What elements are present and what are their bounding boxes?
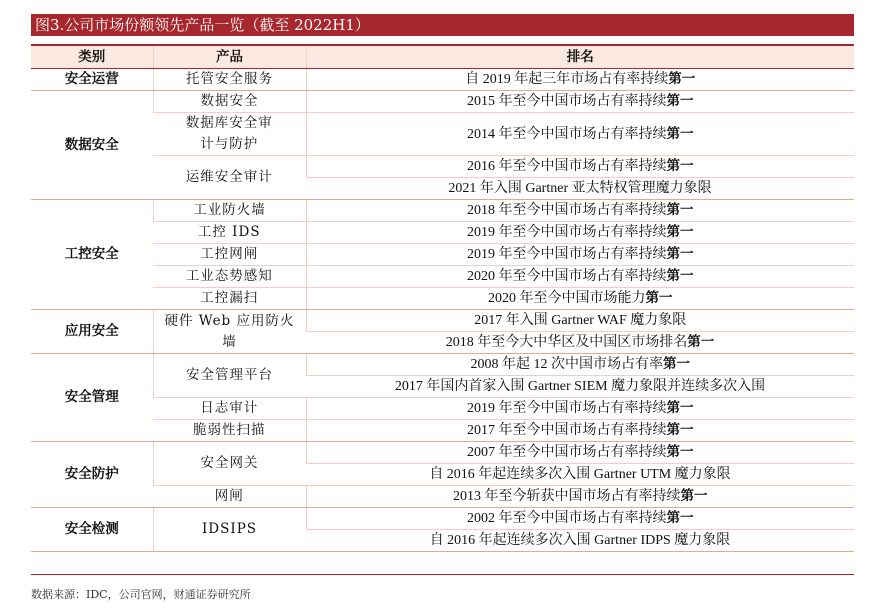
source-note: 数据来源：IDC，公司官网，财通证券研究所 <box>31 588 251 601</box>
category-cell: 安全管理 <box>31 354 153 442</box>
market-share-table <box>31 44 854 552</box>
ranking-text: 2020 年至今中国市场占有率持续 <box>467 269 667 284</box>
table-row <box>31 222 854 244</box>
bottom-rule <box>31 574 854 575</box>
product-name: 数据库安全审计与防护 <box>185 115 273 152</box>
ranking-highlight: 第一 <box>666 93 694 109</box>
ranking-cell <box>306 310 854 332</box>
product-cell <box>153 486 306 508</box>
ranking-cell <box>306 156 854 178</box>
ranking-text: 自 2016 年起连续多次入围 Gartner IDPS 魔力象限 <box>429 533 731 548</box>
product-cell <box>153 442 306 486</box>
ranking-text: 2008 年起 12 次中国市场占有率 <box>470 357 663 372</box>
header-ranking: 排名 <box>306 45 854 69</box>
ranking-cell <box>306 266 854 288</box>
product-name: 数据安全 <box>200 93 259 109</box>
category-cell: 工控安全 <box>31 200 153 310</box>
ranking-text: 2017 年国内首家入围 Gartner SIEM 魔力象限并连续多次入围 <box>394 379 766 394</box>
ranking-cell <box>306 91 854 113</box>
ranking-text: 2020 年至今中国市场能力 <box>488 291 646 306</box>
table-row <box>31 288 854 310</box>
ranking-highlight: 第一 <box>666 444 694 460</box>
product-cell <box>153 508 306 552</box>
product-cell <box>153 156 306 200</box>
table-row <box>31 266 854 288</box>
product-cell <box>153 113 306 156</box>
ranking-cell <box>306 69 854 91</box>
ranking-cell <box>306 332 854 354</box>
ranking-cell <box>306 222 854 244</box>
ranking-text: 2014 年至今中国市场占有率持续 <box>467 126 667 142</box>
product-name: 工业防火墙 <box>193 202 266 218</box>
table-row <box>31 442 854 464</box>
product-name: 运维安全审计 <box>185 169 273 185</box>
table-row <box>31 200 854 222</box>
product-name: IDSIPS <box>201 521 258 537</box>
ranking-text: 2019 年至今中国市场占有率持续 <box>467 225 667 240</box>
table-row <box>31 113 854 156</box>
ranking-text: 2021 年入围 Gartner 亚太特权管理魔力象限 <box>448 181 712 196</box>
ranking-text: 2007 年至今中国市场占有率持续 <box>467 445 667 460</box>
ranking-text: 2017 年入围 Gartner WAF 魔力象限 <box>474 313 687 328</box>
ranking-cell <box>306 354 854 376</box>
header-category: 类别 <box>31 45 153 69</box>
ranking-highlight: 第一 <box>666 246 694 262</box>
ranking-text: 自 2019 年起三年市场占有率持续 <box>465 72 669 87</box>
ranking-text: 2017 年至今中国市场占有率持续 <box>467 423 667 438</box>
ranking-text: 2016 年至今中国市场占有率持续 <box>467 159 667 174</box>
category-cell: 应用安全 <box>31 310 153 354</box>
product-cell <box>153 244 306 266</box>
ranking-highlight: 第一 <box>680 488 708 504</box>
ranking-text: 2002 年至今中国市场占有率持续 <box>467 511 667 526</box>
product-name: 安全管理平台 <box>186 367 273 383</box>
product-cell <box>153 222 306 244</box>
ranking-text: 2013 年至今斩获中国市场占有率持续 <box>453 489 681 504</box>
ranking-cell <box>306 398 854 420</box>
ranking-highlight: 第一 <box>666 400 694 416</box>
ranking-cell <box>306 376 854 398</box>
ranking-highlight: 第一 <box>663 356 690 372</box>
product-cell <box>153 288 306 310</box>
ranking-cell <box>306 508 854 530</box>
ranking-text: 2018 年至今中国市场占有率持续 <box>467 203 667 218</box>
ranking-highlight: 第一 <box>666 125 694 142</box>
table-row <box>31 91 854 113</box>
table-row <box>31 354 854 376</box>
ranking-highlight: 第一 <box>668 71 696 87</box>
product-name: 工控网闸 <box>200 246 259 262</box>
ranking-highlight: 第一 <box>666 224 694 240</box>
ranking-highlight: 第一 <box>666 510 694 526</box>
product-name: 脆弱性扫描 <box>193 422 266 438</box>
table-row <box>31 310 854 332</box>
header-product: 产品 <box>153 45 306 69</box>
ranking-highlight: 第一 <box>645 290 673 306</box>
ranking-highlight: 第一 <box>666 422 694 438</box>
product-cell <box>153 69 306 91</box>
product-cell <box>153 398 306 420</box>
ranking-highlight: 第一 <box>666 268 694 284</box>
product-name: 硬件 Web 应用防火墙 <box>164 312 295 350</box>
ranking-cell <box>306 200 854 222</box>
ranking-cell <box>306 442 854 464</box>
ranking-cell <box>306 486 854 508</box>
product-cell <box>153 200 306 222</box>
ranking-text: 自 2016 年起连续多次入围 Gartner UTM 魔力象限 <box>429 467 731 482</box>
ranking-cell <box>306 244 854 266</box>
ranking-cell <box>306 464 854 486</box>
table-row <box>31 244 854 266</box>
product-cell <box>153 420 306 442</box>
ranking-text: 2019 年至今中国市场占有率持续 <box>467 401 667 416</box>
product-cell <box>153 310 306 354</box>
table-row <box>31 508 854 530</box>
table-row <box>31 69 854 91</box>
category-cell: 安全运营 <box>31 69 153 91</box>
ranking-cell <box>306 178 854 200</box>
table-row <box>31 420 854 442</box>
category-cell: 安全防护 <box>31 442 153 508</box>
ranking-cell <box>306 113 854 156</box>
ranking-highlight: 第一 <box>666 158 694 174</box>
ranking-cell <box>306 420 854 442</box>
product-name: 工控 IDS <box>197 224 261 240</box>
ranking-text: 2015 年至今中国市场占有率持续 <box>467 94 667 109</box>
product-cell <box>153 91 306 113</box>
figure-title: 图3.公司市场份额领先产品一览（截至 2022H1） <box>31 14 854 36</box>
ranking-highlight: 第一 <box>687 334 715 350</box>
product-name: 托管安全服务 <box>186 71 273 87</box>
table-row <box>31 156 854 178</box>
ranking-cell <box>306 288 854 310</box>
table-row <box>31 398 854 420</box>
category-cell: 安全检测 <box>31 508 153 552</box>
product-cell <box>153 266 306 288</box>
table-row <box>31 486 854 508</box>
header-row <box>31 45 854 69</box>
ranking-cell <box>306 530 854 552</box>
ranking-text: 2018 年至今大中华区及中国区市场排名 <box>445 335 688 350</box>
product-name: 网闸 <box>214 488 244 504</box>
table-body <box>31 69 854 552</box>
product-name: 安全网关 <box>200 455 259 471</box>
category-cell: 数据安全 <box>31 91 153 200</box>
ranking-text: 2019 年至今中国市场占有率持续 <box>467 247 667 262</box>
product-name: 日志审计 <box>200 400 259 416</box>
ranking-highlight: 第一 <box>666 202 694 218</box>
product-name: 工业态势感知 <box>185 268 273 284</box>
product-cell <box>153 354 306 398</box>
product-name: 工控漏扫 <box>200 290 259 306</box>
